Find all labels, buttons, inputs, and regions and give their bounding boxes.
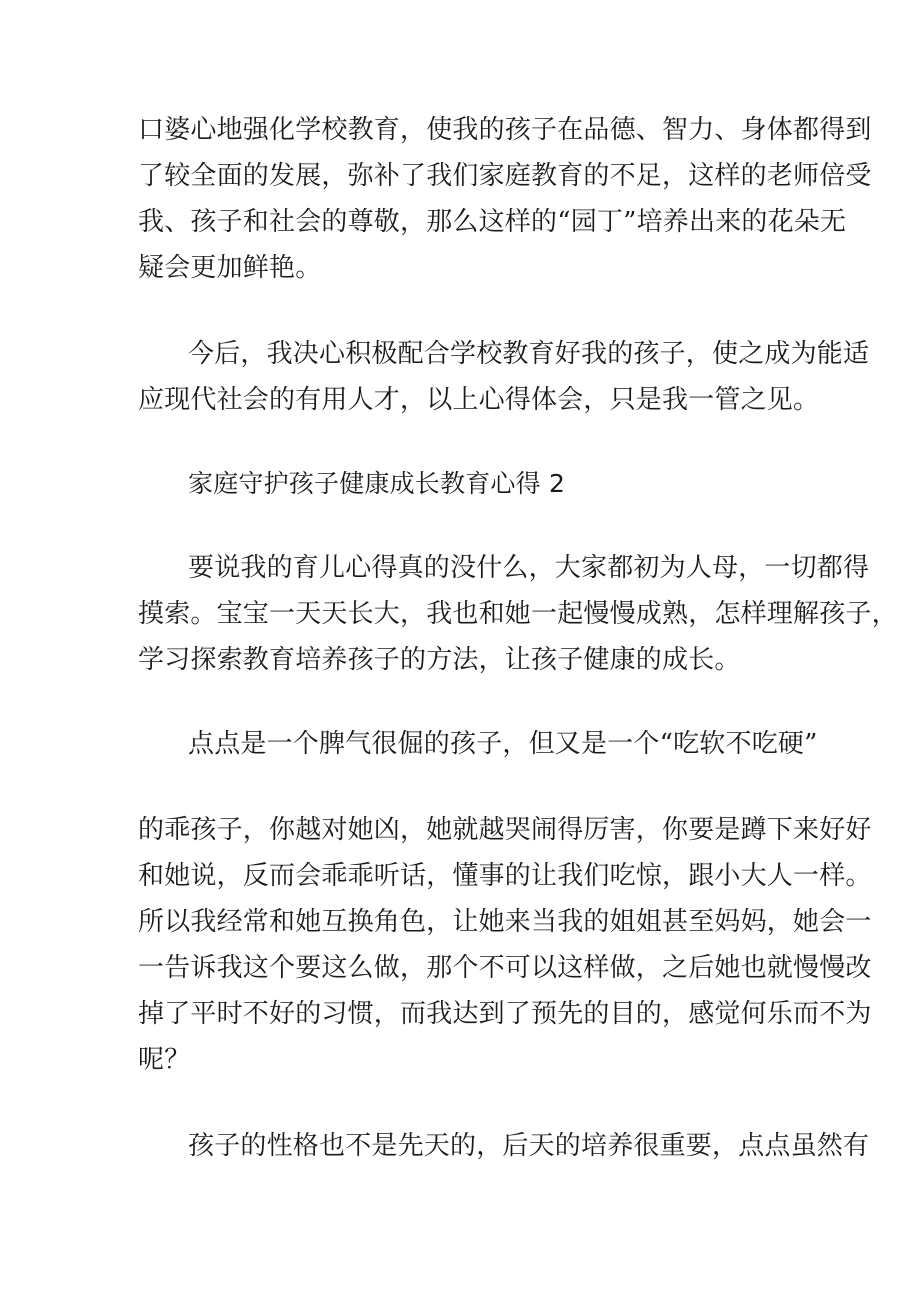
text-line: 所以我经常和她互换角色，让她来当我的姐姐甚至妈妈，她会一 <box>138 907 872 937</box>
text-line: 学习探索教育培养孩子的方法，让孩子健康的成长。 <box>138 645 741 675</box>
text-line: 和她说，反而会乖乖听话，懂事的让我们吃惊，跟小大人一样。 <box>138 861 872 891</box>
text-line: 要说我的育儿心得真的没什么，大家都初为人母，一切都得 <box>188 553 870 583</box>
text-line: 呢？ <box>138 1045 191 1075</box>
text-line: 了较全面的发展，弥补了我们家庭教育的不足，这样的老师倍受 <box>138 161 872 191</box>
text-line: 我、孩子和社会的尊敬，那么这样的“园丁”培养出来的花朵无 <box>138 207 847 237</box>
text-line: 今后，我决心积极配合学校教育好我的孩子，使之成为能适 <box>188 339 870 369</box>
text-line: 疑会更加鲜艳。 <box>138 253 322 283</box>
section-title: 家庭守护孩子健康成长教育心得 2 <box>188 469 566 498</box>
text-line: 应现代社会的有用人才，以上心得体会，只是我一管之见。 <box>138 385 820 415</box>
text-line: 口婆心地强化学校教育，使我的孩子在品德、智力、身体都得到 <box>138 115 872 145</box>
text-line: 的乖孩子，你越对她凶，她就越哭闹得厉害，你要是蹲下来好好 <box>138 815 872 845</box>
text-line: 孩子的性格也不是先天的，后天的培养很重要，点点虽然有 <box>188 1131 870 1161</box>
text-line: 点点是一个脾气很倔的孩子，但又是一个“吃软不吃硬” <box>188 729 818 759</box>
text-line: 摸索。宝宝一天天长大，我也和她一起慢慢成熟，怎样理解孩子， <box>138 599 898 629</box>
text-line: 掉了平时不好的习惯，而我达到了预先的目的，感觉何乐而不为 <box>138 999 872 1029</box>
text-line: 一告诉我这个要这么做，那个不可以这样做，之后她也就慢慢改 <box>138 953 872 983</box>
